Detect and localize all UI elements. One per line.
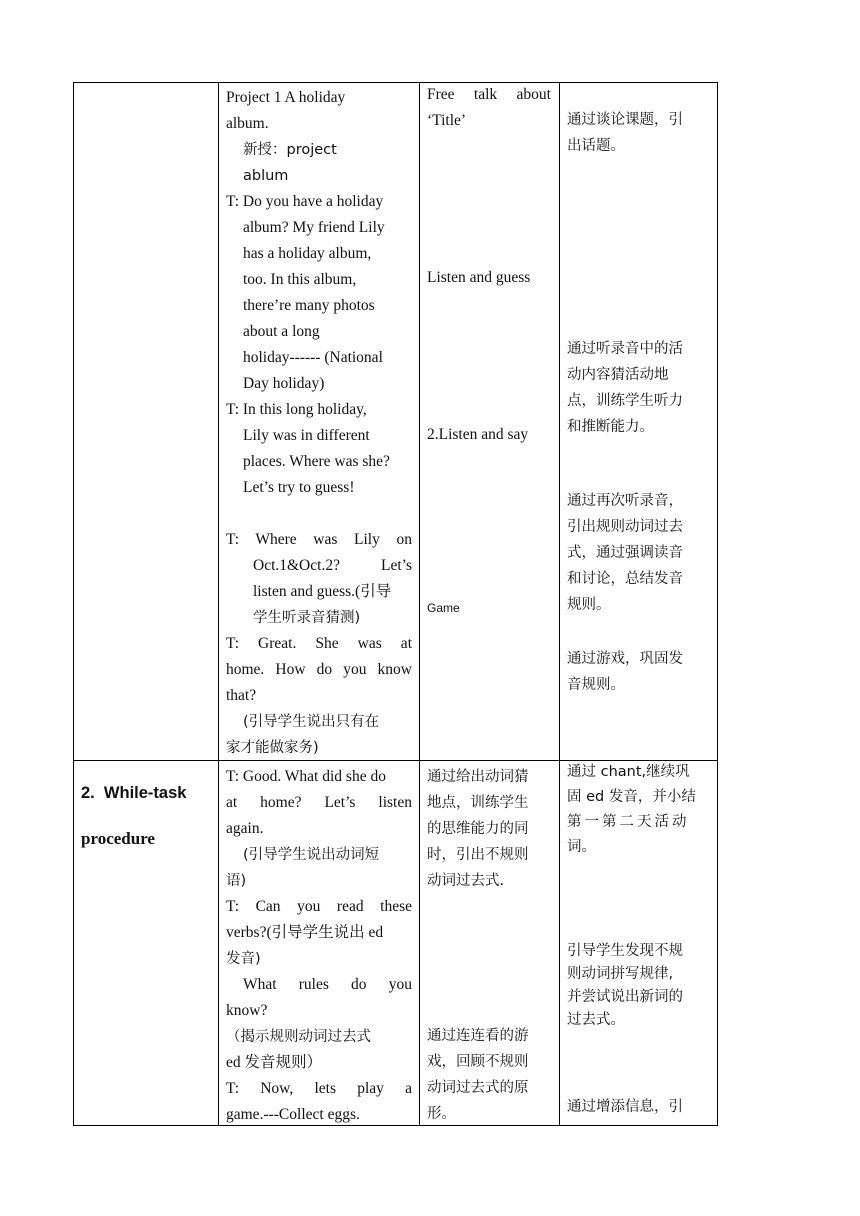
purpose-line: 音规则。 <box>567 677 625 693</box>
row1-student-activity <box>427 82 551 134</box>
teacher-line: at home? Let’s listen <box>226 794 412 811</box>
student-line: Game <box>427 601 460 615</box>
teacher-line: 发音) <box>226 951 261 967</box>
purpose-line: 点，训练学生听力 <box>567 393 683 409</box>
row1-purpose-a <box>567 107 713 159</box>
teacher-line: album? My friend Lily <box>243 219 385 236</box>
purpose-line: 固 ed 发音，并小结 <box>567 789 696 805</box>
teacher-line: T: Good. What did she do <box>226 768 386 785</box>
teacher-line: game.---Collect eggs. <box>226 1106 360 1123</box>
row2-student-activity-a <box>427 764 557 894</box>
teacher-line: holiday------ (National <box>243 349 383 366</box>
student-line: 动词过去式. <box>427 873 505 889</box>
teacher-line: Project 1 A holiday <box>226 89 346 106</box>
teacher-line: too. In this album, <box>243 271 357 288</box>
teacher-line: T: Now, lets play a <box>226 1080 412 1097</box>
teacher-line: about a long <box>243 323 320 340</box>
student-line: 通过连连看的游 <box>427 1028 529 1044</box>
student-line: 通过给出动词猜 <box>427 769 529 785</box>
teacher-line: T: In this long holiday, <box>226 401 367 418</box>
purpose-line: 和推断能力。 <box>567 419 654 435</box>
table-border-left <box>73 82 74 1126</box>
row1-purpose-d <box>567 646 713 698</box>
row2-stage <box>81 770 213 862</box>
row2-purpose-a <box>567 760 713 860</box>
teacher-line: ed 发音规则） <box>226 1054 323 1071</box>
purpose-line: 出话题。 <box>567 138 625 154</box>
teacher-line: 学生听录音猜测) <box>253 610 361 626</box>
teacher-line: verbs?(引导学生说出 ed <box>226 924 384 941</box>
purpose-line: 式，通过强调读音 <box>567 545 683 561</box>
column-divider-1 <box>218 82 219 1126</box>
teacher-line: T: Where was Lily on <box>226 531 412 548</box>
purpose-line: 通过谈论课题，引 <box>567 112 683 128</box>
teacher-line: that? <box>226 687 257 704</box>
teacher-line: album. <box>226 115 269 132</box>
student-line: 戏，回顾不规则 <box>427 1054 529 1070</box>
purpose-line: 引导学生发现不规 <box>567 943 683 959</box>
purpose-line: 通过游戏，巩固发 <box>567 651 683 667</box>
stage-title-line1: 2. While-task <box>81 784 187 802</box>
purpose-line: 引出规则动词过去 <box>567 519 683 535</box>
student-line: 动词过去式的原 <box>427 1080 529 1096</box>
student-line: 形。 <box>427 1106 456 1122</box>
teacher-line: Lily was in different <box>243 427 370 444</box>
teacher-line: T: Can you read these <box>226 898 412 915</box>
student-line: ‘Title’ <box>427 112 467 129</box>
teacher-line: there’re many photos <box>243 297 375 314</box>
row2-purpose-c <box>567 1094 713 1120</box>
student-line: 2.Listen and say <box>427 426 529 443</box>
purpose-line: 通过 chant,继续巩 <box>567 764 690 780</box>
teacher-line: (引导学生说出只有在 <box>243 714 380 730</box>
teacher-line: listen and guess.(引导 <box>253 583 392 600</box>
row1-purpose-b <box>567 336 713 440</box>
row2-purpose-b <box>567 940 713 1032</box>
teacher-line: Oct.1&Oct.2? Let’s <box>253 557 412 574</box>
student-line: 地点，训练学生 <box>427 795 529 811</box>
teacher-line: (引导学生说出动词短 <box>243 847 380 863</box>
purpose-line: 和讨论，总结发音 <box>567 571 683 587</box>
teacher-line: 家才能做家务) <box>226 740 319 756</box>
purpose-line: 规则。 <box>567 597 611 613</box>
purpose-line: 动内容猜活动地 <box>567 367 669 383</box>
table-border-top <box>73 82 718 83</box>
column-divider-3 <box>559 82 560 1126</box>
purpose-line: 通过听录音中的活 <box>567 341 683 357</box>
purpose-line: 则动词拼写规律, <box>567 966 674 982</box>
purpose-line: 词。 <box>567 839 596 855</box>
student-line: Free talk about <box>427 86 551 103</box>
blank-line <box>226 501 412 527</box>
purpose-line: 通过增添信息，引 <box>567 1099 683 1115</box>
teacher-line: has a holiday album, <box>243 245 372 262</box>
purpose-line: 过去式。 <box>567 1012 625 1028</box>
column-divider-2 <box>419 82 420 1126</box>
teacher-line: Let’s try to guess! <box>243 479 355 496</box>
row2-teacher-activity <box>226 764 412 1128</box>
teacher-line: 语) <box>226 873 247 889</box>
purpose-line: 并尝试说出新词的 <box>567 989 683 1005</box>
teacher-line: again. <box>226 820 264 837</box>
teacher-line: home. How do you know <box>226 661 412 678</box>
row2-student-activity-b <box>427 1023 557 1127</box>
purpose-line: 通过再次听录音， <box>567 493 683 509</box>
purpose-line: 第一第二天活动 <box>567 814 690 830</box>
lesson-plan-table <box>73 82 718 1126</box>
teacher-line: （揭示规则动词过去式 <box>226 1029 371 1045</box>
teacher-line: T: Great. She was at <box>226 635 412 652</box>
teacher-line: places. Where was she? <box>243 453 390 470</box>
teacher-line: Day holiday) <box>243 375 325 392</box>
student-line: 的思维能力的同 <box>427 821 529 837</box>
teacher-line: T: Do you have a holiday <box>226 193 384 210</box>
teacher-line: 新授：project ablum <box>243 142 337 184</box>
student-line: Listen and guess <box>427 269 531 286</box>
teacher-line: know? <box>226 1002 268 1019</box>
student-line: 时，引出不规则 <box>427 847 529 863</box>
row1-teacher-activity <box>226 85 412 761</box>
stage-title-line2: procedure <box>81 829 155 848</box>
table-border-right <box>717 82 718 1126</box>
row1-purpose-c <box>567 488 713 618</box>
teacher-line: What rules do you <box>243 976 412 993</box>
